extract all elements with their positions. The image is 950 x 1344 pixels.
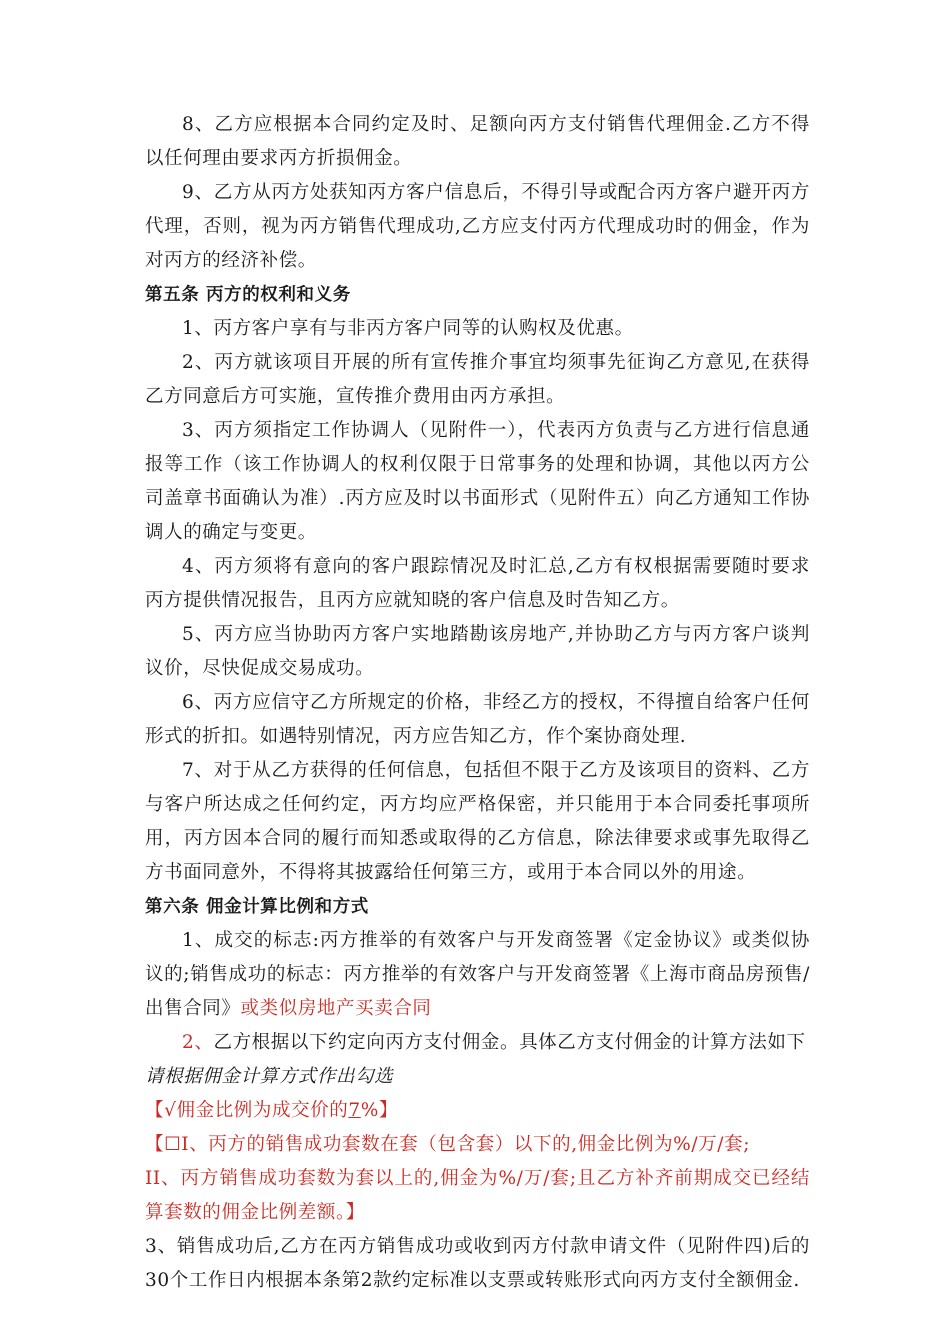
clause-6-2-text: 乙方根据以下约定向丙方支付佣金。具体乙方支付佣金的计算方法如下 — [213, 1032, 806, 1053]
article-6-heading: 第六条 佣金计算比例和方式 — [145, 897, 369, 917]
selection-note: 请根据佣金计算方式作出勾选 — [145, 1066, 394, 1087]
commission-rate-value: 7 — [348, 1100, 361, 1121]
clause-2-9: 9、乙方从丙方处获知丙方客户信息后，不得引导或配合丙方客户避开丙方代理，否则，视为丙方销售代理成功,乙方应支付丙方代理成功时的佣金，作为对丙方的经济补偿。 — [145, 182, 810, 271]
commission-option-1 — [145, 1094, 810, 1128]
clause-5-4: 4、丙方须将有意向的客户跟踪情况及时汇总,乙方有权根据需要随时要求丙方提供情况报告，且丙方应就知晓的客户信息及时告知乙方。 — [145, 556, 810, 611]
commission-option-2-line-2: II、丙方销售成功套数为套以上的,佣金为%/万/套;且乙方补齐前期成交已经结算套数的佣金比例差额。】 — [145, 1168, 810, 1223]
clause-2-8: 8、乙方应根据本合同约定及时、足额向丙方支付销售代理佣金.乙方不得以任何理由要求丙方折损佣金。 — [145, 114, 810, 169]
article-5-heading: 第五条 丙方的权利和义务 — [145, 285, 351, 305]
commission-option-2-line-1: 【☐I、丙方的销售成功套数在套（包含套）以下的,佣金比例为%/万/套; — [145, 1134, 751, 1155]
clause-6-1 — [145, 924, 810, 1026]
clause-5-6: 6、丙方应信守乙方所规定的价格，非经乙方的授权，不得擅自给客户任何形式的折扣。如遇特别情况，丙方应告知乙方，作个案协商处理. — [145, 692, 810, 747]
contract-page — [145, 108, 810, 1298]
clause-5-5: 5、丙方应当协助丙方客户实地踏勘该房地产,并协助乙方与丙方客户谈判议价，尽快促成交易成功。 — [145, 624, 810, 679]
clause-5-3: 3、丙方须指定工作协调人（见附件一），代表丙方负责与乙方进行信息通报等工作（该工作协调人的权利仅限于日常事务的处理和协调，其他以丙方公司盖章书面确认为准）.丙方应及时以书面形式（见附件五）向乙方通知工作协调人的确定与变更。 — [145, 420, 810, 543]
option-1-suffix: %】 — [360, 1100, 399, 1121]
clause-5-1: 1、丙方客户享有与非丙方客户同等的认购权及优惠。 — [182, 318, 634, 339]
clause-6-2 — [145, 1026, 810, 1060]
clause-6-3: 3、销售成功后,乙方在丙方销售成功或收到丙方付款申请文件（见附件四)后的30个工作日内根据本条第2款约定标准以支票或转账形式向丙方支付全额佣金. — [145, 1236, 810, 1291]
clause-5-7: 7、对于从乙方获得的任何信息，包括但不限于乙方及该项目的资料、乙方与客户所达成之任何约定，丙方均应严格保密，并只能用于本合同委托事项所用，丙方因本合同的履行而知悉或取得的乙方信息，除法律要求或事先取得乙方书面同意外，不得将其披露给任何第三方，或用于本合同以外的用途。 — [145, 760, 810, 883]
clause-6-2-number: 2、 — [182, 1032, 214, 1053]
clause-6-1-red-text: 或类似房地产买卖合同 — [240, 998, 432, 1019]
clause-6-1-text: 1、成交的标志:丙方推举的有效客户与开发商签署《定金协议》或类似协议的;销售成功的标志：丙方推举的有效客户与开发商签署《上海市商品房预售/出售合同》 — [145, 930, 810, 1019]
clause-5-2: 2、丙方就该项目开展的所有宣传推介事宜均须事先征询乙方意见,在获得乙方同意后方可实施，宣传推介费用由丙方承担。 — [145, 352, 810, 407]
option-1-prefix: 【√佣金比例为成交价的 — [145, 1100, 349, 1121]
